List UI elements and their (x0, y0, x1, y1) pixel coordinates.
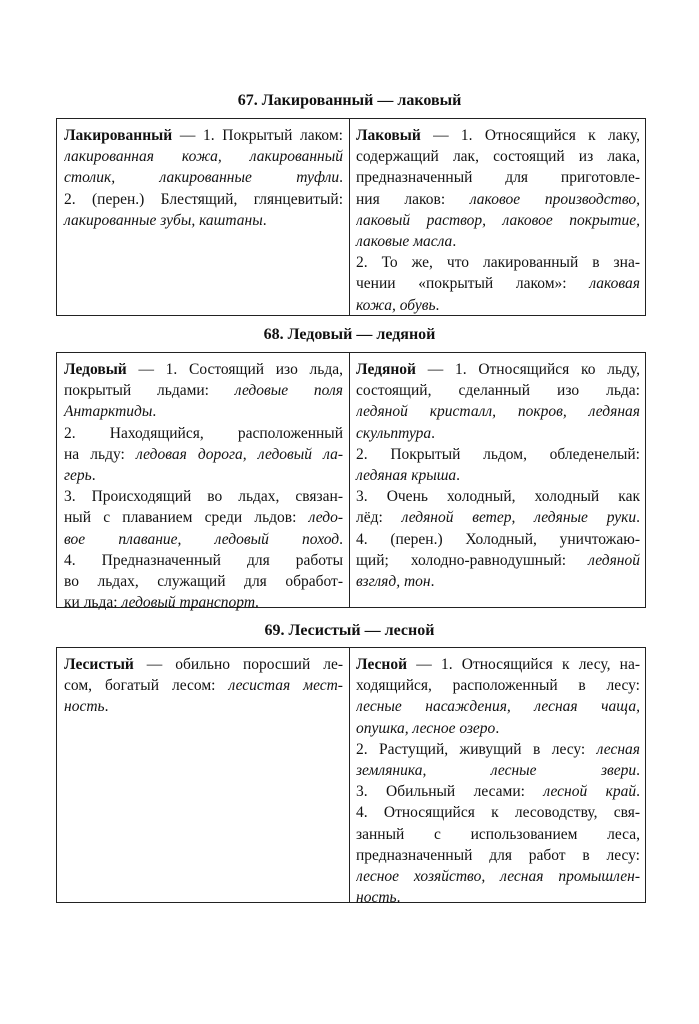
definition-text: 2. Растущий, живущий в лесу: (356, 740, 597, 758)
entry-line (356, 465, 640, 486)
entry-line (356, 696, 640, 717)
definition-text: 3. Очень холодный, холодный как (356, 488, 640, 506)
definition-text: — обильно поросший ле- (133, 656, 343, 673)
section-title-69: 69. Лесистый — лесной (264, 622, 435, 639)
definition-text: 2. (перен.) Блестящий, глянцевитый: (64, 190, 343, 208)
definition-text: . (339, 530, 343, 548)
definition-text: 2. То же, что лакированный в зна- (356, 254, 640, 272)
entry-line (356, 295, 640, 316)
example-text: Антарктиды (64, 403, 153, 421)
definition-text: 3. Происходящий во льдах, связан- (64, 488, 343, 506)
entry-line (64, 167, 343, 188)
example-text: ледовые поля (234, 382, 343, 400)
definition-text: 4. (перен.) Холодный, уничтожаю- (356, 530, 640, 548)
definition-text: ния лаков: (356, 190, 470, 208)
definition-text: во льдах, служащий для обработ- (64, 572, 343, 590)
definition-text: — 1. Относящийся к лесу, на- (407, 656, 640, 673)
entry-line (356, 401, 640, 422)
entry-line (64, 486, 343, 507)
example-text: земляника, лесные звери (356, 761, 637, 779)
entry-line (64, 125, 343, 146)
entry-line (356, 273, 640, 294)
column-divider (349, 119, 350, 315)
example-text: ность (64, 698, 105, 716)
headword: Лакированный (64, 127, 173, 144)
entry-line (64, 146, 343, 167)
definition-text: . (396, 889, 401, 907)
definition-text: ный с плаванием среди льдов: (64, 509, 309, 527)
definition-text: ки льда: (64, 594, 122, 612)
example-text: взгляд, тон (356, 572, 431, 590)
column-divider (349, 648, 350, 902)
entry-line (64, 380, 343, 401)
example-text: столик, лакированные туфли (64, 169, 340, 187)
definition-text: . (152, 403, 157, 421)
entry-line (64, 210, 343, 231)
section-title-68: 68. Ледовый — ледяной (263, 326, 436, 343)
entry-line (356, 824, 640, 845)
definition-text: лёд: (356, 509, 402, 527)
example-text: лаковый раствор, лаковое покрытие, (356, 211, 640, 229)
definition-text: предназначенный для приготовле- (356, 169, 640, 187)
entry-line (64, 592, 343, 613)
entry-line (64, 675, 343, 696)
entry-line (356, 444, 640, 465)
entry-line (356, 380, 640, 401)
definition-text: чении «покрытый лаком»: (356, 275, 590, 293)
headword: Ледяной (356, 361, 416, 378)
definition-text: . (452, 232, 457, 250)
definition-text: щий; холодно-равнодушный: (356, 551, 589, 569)
definition-text: 3. Обильный лесами: (356, 783, 544, 801)
entry-line (356, 866, 640, 887)
example-text: лаковая (589, 275, 640, 293)
definition-text: — 1. Состоящий изо льда, (126, 361, 343, 378)
definition-text: . (456, 466, 461, 484)
entry-line (356, 252, 640, 273)
entry-line (356, 146, 640, 167)
definition-text: . (636, 783, 640, 801)
definition-text: . (104, 698, 109, 716)
entry-line (64, 654, 343, 675)
definition-text: — 1. Покрытый лаком: (172, 127, 343, 144)
entry-lakirovanny (64, 125, 343, 231)
example-text: ность (356, 889, 397, 907)
entry-line (356, 210, 640, 231)
example-text: лесная (596, 740, 640, 758)
definition-text: . (255, 594, 259, 612)
example-text: ледо- (308, 509, 343, 527)
definition-text: 4. Относящийся к лесоводству, свя- (356, 804, 640, 822)
definition-text: 2. Находящийся, расположенный (64, 424, 343, 442)
example-text: лакированная кожа, лакированный (64, 148, 343, 166)
example-text: скульптура (356, 424, 432, 442)
entry-line (356, 802, 640, 823)
headword: Ледовый (64, 361, 127, 378)
entry-line (356, 189, 640, 210)
example-text: вое плавание, ледовый поход (64, 530, 340, 548)
entry-line (356, 125, 640, 146)
entry-line (64, 507, 343, 528)
example-text: лаковое производство, (469, 190, 640, 208)
entry-line (64, 696, 343, 717)
example-text: ледяной ветер, ледяные руки (401, 509, 637, 527)
entry-line (356, 507, 640, 528)
entry-line (64, 571, 343, 592)
example-text: лакированные зубы, каштаны (64, 211, 263, 229)
example-text: ледовая дорога, ледовый ла- (135, 445, 343, 463)
entry-line (356, 654, 640, 675)
example-text: лесные насаждения, лесная чаща, (356, 698, 640, 716)
entry-table-68 (56, 352, 646, 612)
definition-text: состоящий, сделанный изо льда: (356, 382, 640, 400)
column-divider (349, 353, 350, 607)
example-text: кожа, обувь (356, 296, 436, 314)
entry-line (356, 423, 640, 444)
example-text: лесистая мест- (228, 677, 343, 695)
entry-line (356, 529, 640, 550)
entry-line (356, 887, 640, 908)
example-text: лесной край (543, 783, 637, 801)
entry-line (356, 675, 640, 696)
entry-line (64, 444, 343, 465)
entry-line (356, 359, 640, 380)
definition-text: занный с использованием леса, (356, 825, 640, 843)
entry-table-69 (56, 647, 646, 907)
definition-text: . (431, 424, 436, 442)
entry-lakovy (356, 125, 640, 316)
definition-text: — 1. Относящийся к лаку, (420, 127, 640, 144)
example-text: герь (64, 466, 92, 484)
entry-line (356, 845, 640, 866)
entry-line (64, 423, 343, 444)
definition-text: покрытый льдами: (64, 382, 235, 400)
definition-text: . (435, 296, 440, 314)
definition-text: предназначенный для работ в лесу: (356, 846, 640, 864)
example-text: опушка, лесное озеро (356, 719, 496, 737)
entry-line (356, 231, 640, 252)
entry-line (356, 760, 640, 781)
entry-line (64, 465, 343, 486)
definition-text: . (636, 509, 640, 527)
definition-text: . (430, 572, 435, 590)
definition-text: 4. Предназначенный для работы (64, 551, 343, 569)
entry-line (356, 550, 640, 571)
definition-text: содержащий лак, состоящий из лака, (356, 148, 640, 166)
entry-line (64, 401, 343, 422)
entry-line (356, 739, 640, 760)
headword: Лаковый (356, 127, 421, 144)
entry-ledyanoy (356, 359, 640, 592)
example-text: ледяная крыша (356, 466, 457, 484)
entry-lesnoy (356, 654, 640, 908)
entry-line (356, 718, 640, 739)
entry-line (64, 189, 343, 210)
definition-text: . (91, 466, 96, 484)
definition-text: 2. Покрытый льдом, обледенелый: (356, 445, 640, 463)
definition-text: . (339, 169, 343, 187)
definition-text: . (495, 719, 500, 737)
definition-text: на льду: (64, 445, 136, 463)
definition-text: ходящийся, расположенный в лесу: (356, 677, 640, 695)
entry-line (64, 550, 343, 571)
entry-line (356, 486, 640, 507)
definition-text: сом, богатый лесом: (64, 677, 229, 695)
headword: Лесистый (64, 656, 134, 673)
entry-table-67 (56, 118, 646, 316)
entry-line (64, 359, 343, 380)
definition-text: — 1. Относящийся ко льду, (415, 361, 640, 378)
example-text: лаковые масла (356, 232, 453, 250)
entry-line (64, 529, 343, 550)
entry-line (356, 571, 640, 592)
example-text: лесное хозяйство, лесная промышлен- (356, 867, 640, 885)
headword: Лесной (356, 656, 408, 673)
example-text: ледяной кристалл, покров, ледяная (356, 403, 640, 421)
entry-line (356, 167, 640, 188)
definition-text: . (636, 761, 640, 779)
example-text: ледовый транспорт (121, 594, 256, 612)
definition-text: . (262, 211, 267, 229)
entry-lesisty (64, 654, 343, 718)
entry-ledovy (64, 359, 343, 613)
entry-line (356, 781, 640, 802)
example-text: ледяной (588, 551, 640, 569)
section-title-67: 67. Лакированный — лаковый (237, 92, 462, 109)
